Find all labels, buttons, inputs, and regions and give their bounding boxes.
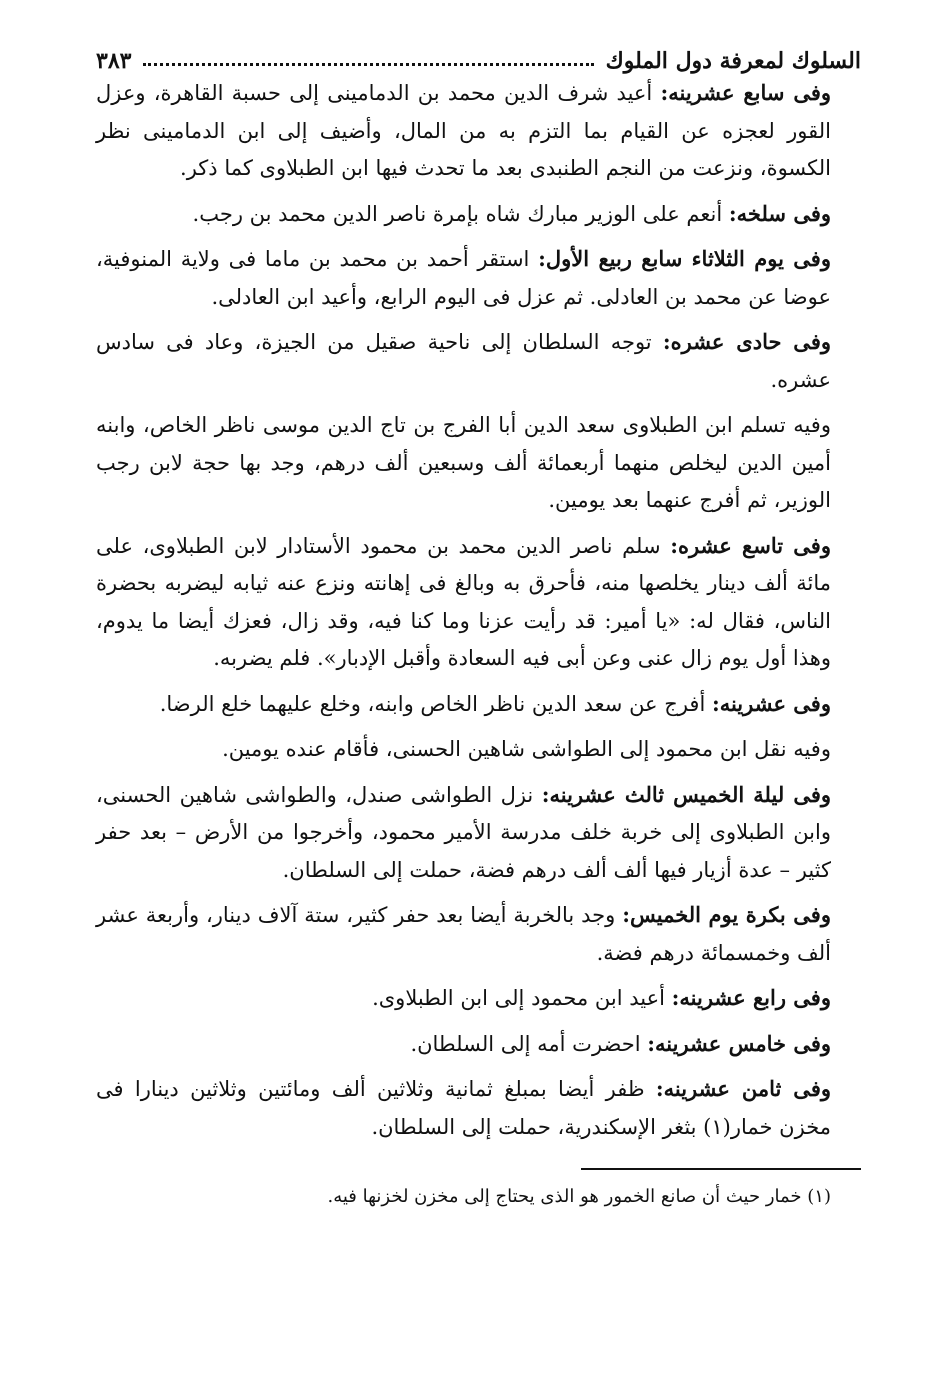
paragraph-lead: وفى عشرينه: [711, 690, 831, 716]
paragraph-lead: وفى سابع عشرينه: [660, 80, 831, 105]
paragraph-text: ظفر أيضا بمبلغ ثمانية وثلاثين ألف ومائتين وثلاثين دينارا فى مخزن خمار(١) بثغر الإسكندرية، حملت إلى السلطان. [96, 1077, 831, 1139]
paragraph [96, 730, 861, 769]
paragraph [96, 406, 861, 520]
paragraph-text: أفرج عن سعد الدين ناظر الخاص وابنه، وخلع عليهما خلع الرضا. [159, 691, 712, 716]
running-title: السلوك لمعرفة دول الملوك [605, 48, 861, 74]
paragraph [96, 195, 861, 234]
paragraph [96, 240, 861, 316]
paragraph-text: نزل الطواشى صندل، والطواشى شاهين الحسنى، وابن الطبلاوى إلى خربة خلف مدرسة الأمير محمود، وأخرجوا من الأرض – بعد حفر كثير – عدة أزيار فيها ألف ألف درهم فضة، حملت إلى السلطان. [96, 782, 831, 882]
paragraph-text: أنعم على الوزير مبارك شاه بإمرة ناصر الدين محمد بن رجب. [192, 201, 729, 226]
paragraph [96, 979, 861, 1018]
paragraph [96, 776, 861, 890]
paragraph-text: استقر أحمد بن محمد بن ماما فى ولاية المنوفية، عوضا عن محمد بن العادلى. ثم عزل فى اليوم الرابع، وأعيد ابن العادلى. [96, 247, 831, 309]
paragraph-text: وجد بالخربة أيضا بعد حفر كثير، ستة آلاف دينار، وأربعة عشر ألف وخمسمائة درهم فضة. [96, 903, 831, 965]
paragraph [96, 1070, 861, 1146]
paragraph-text: أعيد شرف الدين محمد بن الدمامينى إلى حسبة القاهرة، وعزل القور لعجزه عن القيام بما التزم به من المال، وأضيف إلى ابن الدمامينى نظر الكسوة، ونزعت من النجم الطنبدى بعد ما تحدث فيها ابن الطبلاوى كما ذكر. [96, 81, 831, 180]
page-body [96, 74, 861, 1146]
paragraph-lead: وفى بكرة يوم الخميس: [622, 902, 831, 927]
header-leader-dots [143, 63, 593, 66]
page-number: ٣٨٣ [96, 48, 132, 74]
paragraph-lead: وفى ثامن عشرينه: [655, 1076, 831, 1101]
footnote: (١) خمار حيث أن صانع الخمور هو الذى يحتاج إلى مخزن لخزنها فيه. [327, 1186, 831, 1207]
paragraph-text: توجه السلطان إلى ناحية صقيل من الجيزة، وعاد فى سادس عشره. [96, 330, 831, 392]
paragraph [96, 323, 861, 399]
paragraph-lead: وفى تاسع عشره: [670, 532, 831, 558]
paragraph-lead: وفى يوم الثلاثاء سابع ربيع الأول: [538, 246, 831, 271]
paragraph-text: احضرت أمه إلى السلطان. [410, 1031, 648, 1056]
paragraph-text: أعيد ابن محمود إلى ابن الطبلاوى. [372, 986, 672, 1010]
paragraph-text: وفيه نقل ابن محمود إلى الطواشى شاهين الحسنى، فأقام عنده يومين. [222, 737, 831, 761]
paragraph [96, 1025, 861, 1064]
paragraph [96, 527, 861, 678]
paragraph [96, 896, 861, 972]
paragraph-text: سلم ناصر الدين محمد بن محمود الأستادار لابن الطبلاوى، على مائة ألف دينار يخلصها منه، فأحرق به وبالغ فى إهانته ونزع عنه ثيابه ليضربه بحضرة الناس، فقال له: «يا أمير: قد رأيت عزنا وما كنا فيه، وقد زال، فعزك أيضا ما يدوم، وهذا أول يوم زال عنى وعن أبى فيه السعادة وأقبل الإدبار». فلم يضربه. [96, 533, 831, 670]
page-header [96, 34, 861, 74]
paragraph-lead: وفى خامس عشرينه: [647, 1030, 831, 1056]
paragraph-text: وفيه تسلم ابن الطبلاوى سعد الدين أبا الفرج بن تاج الدين موسى ناظر الخاص، وابنه أمين الدين ليخلص منهما أربعمائة ألف وسبعين ألف درهم، وجد بها حجة لابن رجب الوزير، ثم أفرج عنهما بعد يومين. [96, 413, 831, 512]
footnote-divider [581, 1168, 861, 1170]
paragraph [96, 74, 861, 188]
paragraph [96, 685, 861, 724]
paragraph-lead: وفى ليلة الخميس ثالث عشرينه: [541, 781, 831, 807]
paragraph-lead: وفى سلخه: [728, 200, 831, 226]
paragraph-lead: وفى رابع عشرينه: [671, 985, 831, 1010]
paragraph-lead: وفى حادى عشره: [662, 329, 831, 354]
